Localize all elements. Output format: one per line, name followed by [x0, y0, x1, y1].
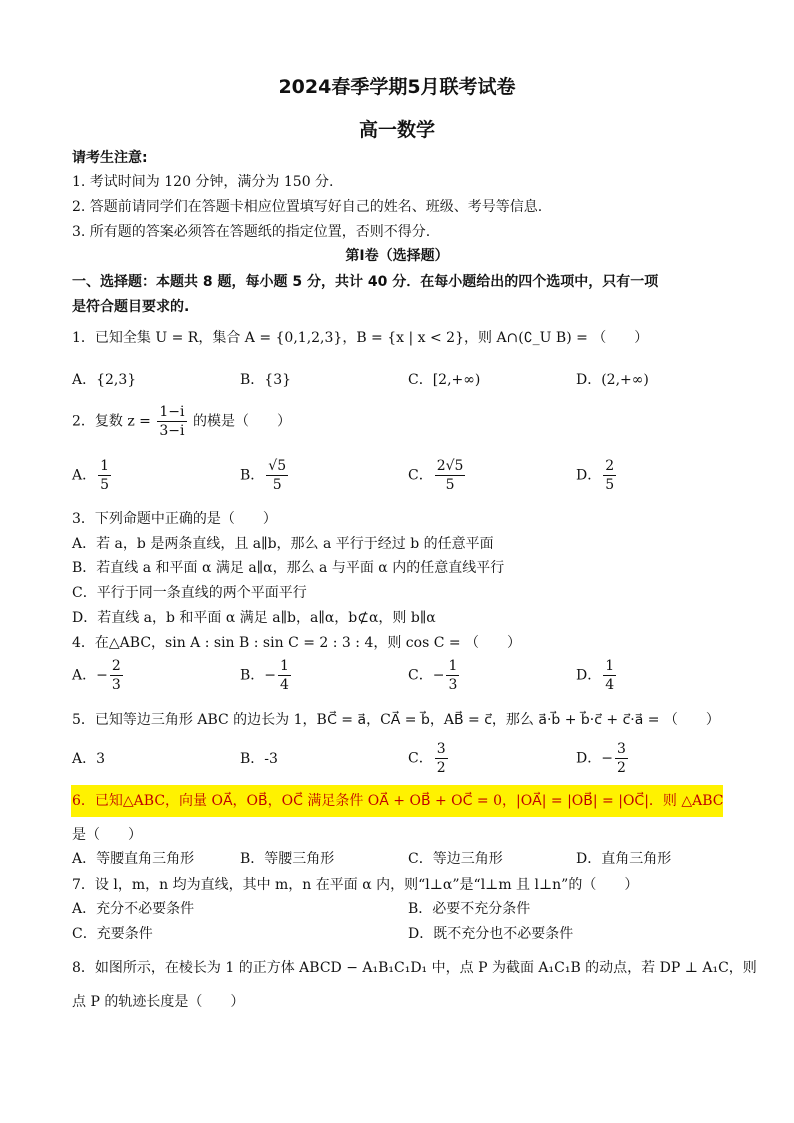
option-fraction	[603, 657, 616, 694]
section-instruction: 一、选择题：本题共 8 题，每小题 5 分，共计 40 分．在每小题给出的四个选项中，只有一项	[72, 274, 659, 290]
option-label: C．	[408, 467, 433, 484]
q2-option-a[interactable]	[72, 457, 113, 494]
q6-option-d[interactable]: D．直角三角形	[576, 851, 672, 867]
q7-stem: 7．设 l，m，n 均为直线，其中 m，n 在平面 α 内，则“l⊥α”是“l⊥m 且 l⊥n”的（ ）	[72, 877, 639, 893]
fraction-num: 2√5	[436, 458, 464, 474]
option-fraction	[278, 657, 291, 694]
q6-option-a[interactable]: A．等腰直角三角形	[72, 851, 195, 867]
option-label: C．	[408, 750, 433, 767]
option-label: D．	[576, 667, 602, 684]
q3-option-d[interactable]: D．若直线 a，b 和平面 α 满足 a∥b，a∥α，b⊄α，则 b∥α	[72, 610, 436, 626]
q1-stem: 1．已知全集 U = R，集合 A = {0,1,2,3}，B = {x | x < 2}，则 A∩(∁_U B) = （ ）	[72, 330, 649, 346]
notice-item: 1. 考试时间为 120 分钟，满分为 150 分.	[72, 174, 334, 190]
option-fraction	[266, 457, 288, 494]
option-fraction	[435, 457, 466, 494]
q8-stem-cont: 点 P 的轨迹长度是（ ）	[72, 994, 245, 1010]
fraction-num: 3	[616, 741, 626, 757]
option-fraction	[435, 740, 448, 777]
q5-option-c[interactable]	[408, 740, 450, 777]
q1-option-c[interactable]: C．[2,+∞)	[408, 372, 481, 388]
q6-stem-cont: 是（ ）	[72, 827, 142, 843]
q4-option-d[interactable]	[576, 657, 618, 694]
q2-option-d[interactable]	[576, 457, 618, 494]
fraction-num: 2	[111, 658, 121, 674]
q7-option-c[interactable]: C．充要条件	[72, 926, 153, 942]
fraction-num: √5	[268, 458, 287, 474]
fraction-den: 2	[616, 760, 626, 776]
option-label: D．−	[576, 750, 613, 767]
option-fraction	[446, 657, 459, 694]
fraction-num: 2	[605, 458, 615, 474]
fraction-num: 1	[605, 658, 615, 674]
fraction-num: 1	[448, 658, 458, 674]
exam-subtitle: 高一数学	[358, 119, 435, 141]
q4-option-b[interactable]	[240, 657, 293, 694]
q2-option-b[interactable]	[240, 457, 290, 494]
notice-item: 3. 所有题的答案必须答在答题纸的指定位置，否则不得分.	[72, 224, 431, 240]
q5-option-b[interactable]: B．-3	[240, 751, 278, 767]
q6-option-c[interactable]: C．等边三角形	[408, 851, 503, 867]
q6-stem: 6．已知△ABC，向量 OA⃗，OB⃗，OC⃗ 满足条件 OA⃗ + OB⃗ + OC⃗ = 0，|OA⃗| = |OB⃗| = |OC⃗|．则 △ABC	[72, 793, 724, 809]
option-label: C．−	[408, 667, 445, 684]
q1-option-a[interactable]: A．{2,3}	[72, 372, 137, 388]
q2-option-c[interactable]	[408, 457, 467, 494]
q7-option-a[interactable]: A．充分不必要条件	[72, 901, 195, 917]
fraction-den: 2	[436, 760, 446, 776]
q4-option-a[interactable]	[72, 657, 125, 694]
q2-fraction-num: 1−i	[159, 404, 185, 420]
q2-fraction-den: 3−i	[159, 423, 185, 439]
q5-option-a[interactable]: A．3	[72, 751, 106, 767]
section-instruction-cont: 是符合题目要求的.	[72, 299, 190, 315]
fraction-den: 4	[280, 677, 289, 693]
option-label: D．	[576, 467, 602, 484]
q4-stem: 4．在△ABC，sin A : sin B : sin C = 2 : 3 : 4，则 cos C = （ ）	[72, 635, 522, 651]
exam-title: 2024春季学期5月联考试卷	[278, 76, 516, 98]
q7-option-b[interactable]: B．必要不充分条件	[408, 901, 531, 917]
fraction-den: 5	[100, 477, 110, 493]
q3-option-a[interactable]: A．若 a，b 是两条直线，且 a∥b，那么 a 平行于经过 b 的任意平面	[72, 536, 494, 552]
fraction-den: 5	[445, 477, 455, 493]
q6-option-b[interactable]: B．等腰三角形	[240, 851, 335, 867]
option-fraction	[98, 457, 111, 494]
fraction-den: 5	[605, 477, 615, 493]
q5-stem: 5．已知等边三角形 ABC 的边长为 1，BC⃗ = a⃗，CA⃗ = b⃗，AB⃗ = c⃗，那么 a⃗·b⃗ + b⃗·c⃗ + c⃗·a⃗ = （ ）	[72, 712, 720, 728]
option-label: B．−	[240, 667, 277, 684]
part-heading: 第Ⅰ卷（选择题）	[345, 248, 449, 264]
q3-option-c[interactable]: C．平行于同一条直线的两个平面平行	[72, 585, 307, 601]
fraction-den: 3	[111, 677, 121, 693]
option-label: B．	[240, 467, 265, 484]
fraction-num: 1	[280, 658, 289, 674]
notice-item: 2. 答题前请同学们在答题卡相应位置填写好自己的姓名、班级、考号等信息.	[72, 199, 543, 215]
option-fraction	[615, 740, 628, 777]
option-fraction	[110, 657, 123, 694]
q3-stem: 3．下列命题中正确的是（ ）	[72, 511, 277, 527]
q2-fraction	[157, 403, 186, 440]
q2-stem-suffix: 的模是（ ）	[192, 413, 291, 430]
option-fraction	[603, 457, 616, 494]
q2-stem-prefix: 2．复数 z =	[72, 413, 151, 430]
option-label: A．	[72, 467, 97, 484]
fraction-den: 5	[272, 477, 282, 493]
q2-stem	[72, 403, 291, 440]
notice-heading: 请考生注意:	[72, 150, 148, 166]
fraction-den: 3	[448, 677, 458, 693]
q1-option-d[interactable]: D．(2,+∞)	[576, 372, 649, 388]
q4-option-c[interactable]	[408, 657, 461, 694]
q7-option-d[interactable]: D．既不充分也不必要条件	[408, 926, 574, 942]
fraction-num: 1	[100, 458, 110, 474]
q3-option-b[interactable]: B．若直线 a 和平面 α 满足 a∥α，那么 a 与平面 α 内的任意直线平行	[72, 560, 505, 576]
q5-option-d[interactable]	[576, 740, 630, 777]
option-label: A．−	[72, 667, 108, 684]
fraction-num: 3	[436, 741, 446, 757]
q1-option-b[interactable]: B．{3}	[240, 372, 292, 388]
q8-stem: 8．如图所示，在棱长为 1 的正方体 ABCD − A₁B₁C₁D₁ 中，点 P 为截面 A₁C₁B 的动点，若 DP ⊥ A₁C，则	[72, 960, 757, 976]
fraction-den: 4	[605, 677, 615, 693]
